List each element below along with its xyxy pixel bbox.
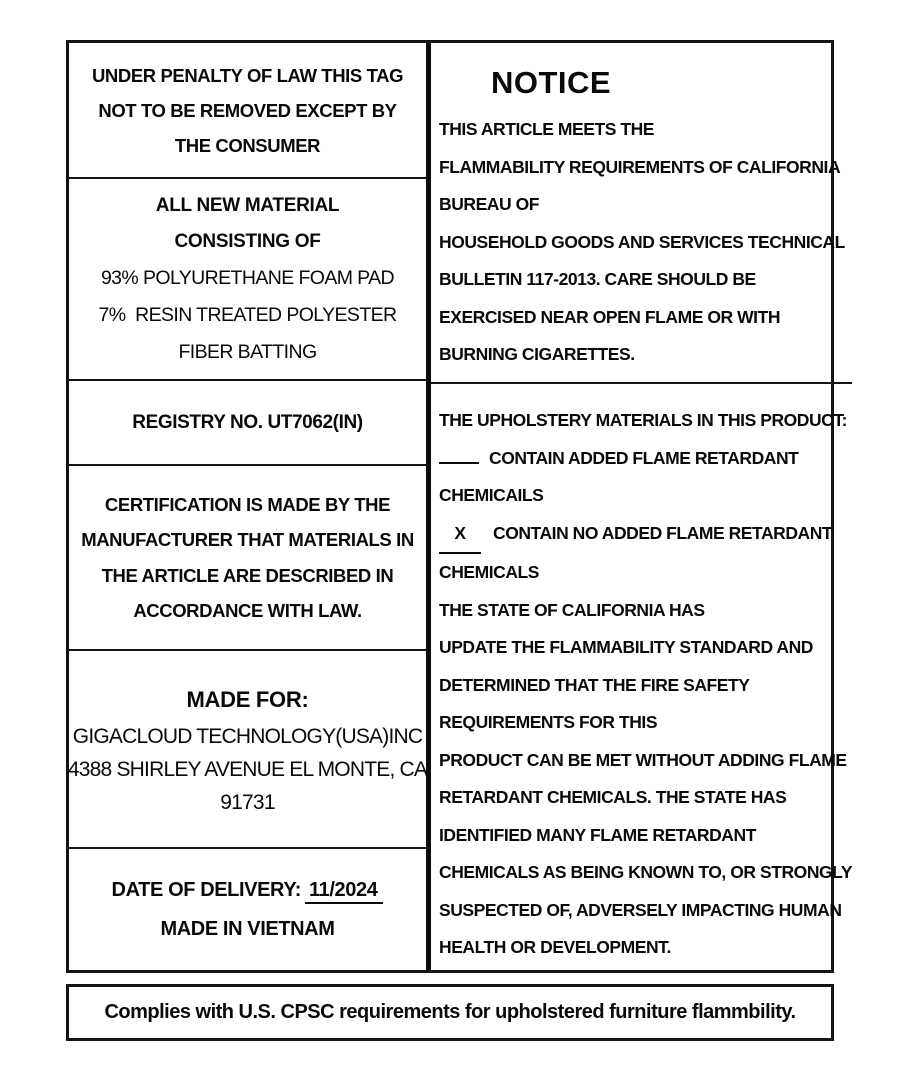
left-column: [69, 43, 431, 970]
delivery-cell: [69, 849, 426, 970]
fr-option-none: [431, 515, 852, 555]
upholstery-body-line: THE STATE OF CALIFORNIA HAS: [439, 599, 705, 620]
made-for-heading: MADE FOR:: [186, 686, 309, 712]
delivery-date-row: [112, 871, 384, 910]
upholstery-body-line: HEALTH OR DEVELOPMENT.: [439, 937, 671, 957]
notice-line: FLAMMABILITY REQUIREMENTS OF CALIFORNIA: [439, 156, 841, 177]
upholstery-body-line: DETERMINED THAT THE FIRE SAFETY: [439, 674, 750, 695]
notice-line: EXERCISED NEAR OPEN FLAME OR WITH: [439, 306, 781, 327]
law-label-tag: [66, 40, 853, 973]
fr-x-mark: X: [439, 515, 481, 555]
upholstery-body-line: REQUIREMENTS FOR THIS: [439, 712, 658, 732]
notice-line: THIS ARTICLE MEETS THE: [439, 119, 655, 139]
address-zip: 91731: [220, 790, 275, 814]
consisting-of-heading: CONSISTING OF: [174, 230, 321, 252]
upholstery-body-line: SUSPECTED OF, ADVERSELY IMPACTING HUMAN: [439, 899, 842, 920]
material-cell: [69, 179, 426, 381]
delivery-label: DATE OF DELIVERY:: [111, 878, 302, 901]
material-heading: ALL NEW MATERIAL: [155, 194, 340, 216]
company-name: GIGACLOUD TECHNOLOGY(USA)INC: [72, 724, 423, 748]
cpsc-compliance-box: [66, 984, 834, 1041]
upholstery-body-line: UPDATE THE FLAMMABILITY STANDARD AND: [439, 637, 813, 657]
fr-option-added-continuation: CHEMICAILS: [439, 485, 544, 505]
notice-cell: [431, 43, 852, 384]
registry-text: REGISTRY NO. UT7062(IN): [132, 411, 363, 433]
fr-option-added: [431, 440, 852, 478]
fr-option-none-continuation: CHEMICALS: [439, 562, 539, 582]
component-line: FIBER BATTING: [178, 340, 317, 363]
fr-option-none-text: CONTAIN NO ADDED FLAME RETARDANT: [493, 522, 833, 543]
registry-cell: [69, 381, 426, 466]
fr-blank-line: [439, 450, 479, 464]
certification-cell: [69, 466, 426, 651]
cpsc-compliance-text: Complies with U.S. CPSC requirements for upholstered furniture flammbility.: [104, 1001, 796, 1023]
upholstery-title: THE UPHOLSTERY MATERIALS IN THIS PRODUCT:: [439, 410, 848, 430]
upholstery-body-line: RETARDANT CHEMICALS. THE STATE HAS: [439, 787, 787, 807]
penalty-cell: [69, 43, 426, 179]
made-in-text: MADE IN VIETNAM: [160, 917, 335, 940]
notice-heading: NOTICE: [491, 65, 612, 100]
upholstery-cell: [431, 384, 852, 970]
address-line: 4388 SHIRLEY AVENUE EL MONTE, CA: [67, 757, 428, 781]
component-line: 7% RESIN TREATED POLYESTER: [98, 303, 397, 326]
fr-option-added-text: CONTAIN ADDED FLAME RETARDANT: [489, 447, 799, 468]
certification-text: CERTIFICATION IS MADE BY THE MANUFACTURER THAT MATERIALS IN THE ARTICLE ARE DESCRIBED IN ACCORDANCE WITH LAW.: [81, 493, 414, 621]
component-line: 93% POLYURETHANE FOAM PAD: [100, 266, 395, 289]
delivery-date: 11/2024: [305, 879, 383, 904]
notice-line: HOUSEHOLD GOODS AND SERVICES TECHNICAL: [439, 231, 845, 252]
upholstery-body-line: IDENTIFIED MANY FLAME RETARDANT: [439, 824, 756, 845]
upholstery-body-line: CHEMICALS AS BEING KNOWN TO, OR STRONGLY: [439, 862, 853, 882]
upholstery-body-line: PRODUCT CAN BE MET WITHOUT ADDING FLAME: [439, 749, 847, 770]
penalty-text: UNDER PENALTY OF LAW THIS TAG NOT TO BE REMOVED EXCEPT BY THE CONSUMER: [91, 64, 404, 156]
notice-line: BULLETIN 117-2013. CARE SHOULD BE: [439, 269, 756, 289]
right-column: [431, 43, 852, 970]
made-for-cell: [69, 651, 426, 849]
notice-line: BURNING CIGARETTES.: [439, 344, 635, 364]
notice-line: BUREAU OF: [439, 194, 539, 214]
